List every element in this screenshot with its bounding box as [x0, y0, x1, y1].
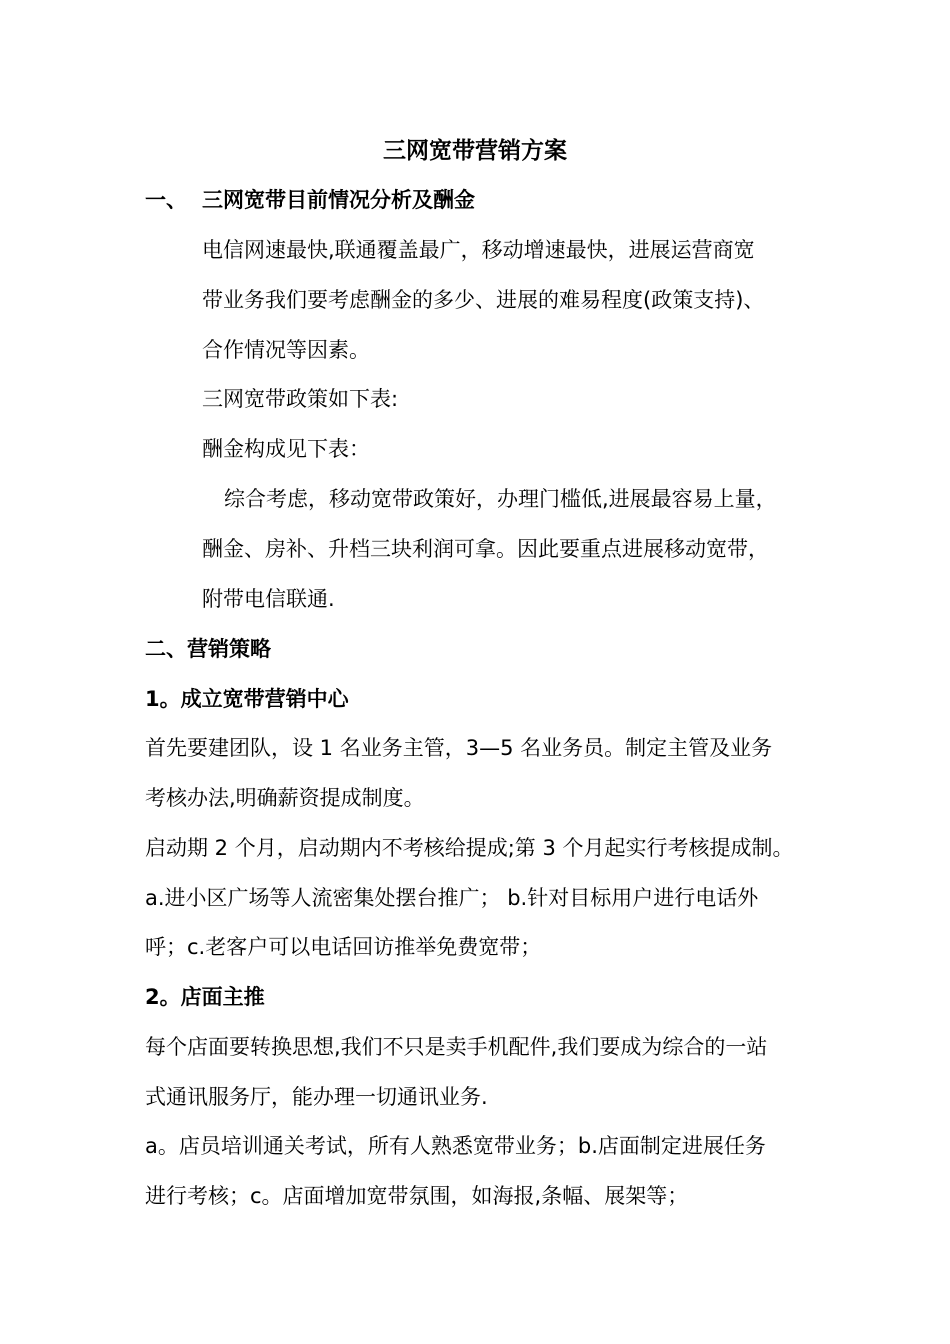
section1-para2-line: 酬金、房补、升档三块利润可拿。因此要重点进展移动宽带，: [202, 537, 769, 561]
section1-para2-line: 附带电信联通.: [202, 587, 335, 611]
section1-para2-line: 综合考虑，移动宽带政策好，办理门槛低,进展最容易上量，: [224, 487, 777, 511]
subsection1-line: a.进小区广场等人流密集处摆台推广； b.针对目标用户进行电话外: [145, 886, 759, 910]
subsection2-line: 每个店面要转换思想,我们不只是卖手机配件,我们要成为综合的一站: [145, 1035, 768, 1059]
subsection1-heading: 1。成立宽带营销中心: [145, 687, 349, 711]
subsection2-heading: 2。店面主推: [145, 985, 265, 1009]
section1-para1-line: 电信网速最快,联通覆盖最广，移动增速最快，进展运营商宽: [202, 238, 755, 262]
section2-heading: 二、营销策略: [145, 637, 271, 661]
subsection1-line: 呼；c.老客户可以电话回访推举免费宽带；: [145, 935, 542, 959]
subsection1-line: 首先要建团队，设 1 名业务主管，3—5 名业务员。制定主管及业务: [145, 736, 773, 760]
section1-heading: 三网宽带目前情况分析及酬金: [202, 188, 475, 212]
section1-number: 一、: [145, 188, 187, 212]
document-title: 三网宽带营销方案: [383, 138, 567, 164]
subsection1-line: 启动期 2 个月，启动期内不考核给提成;第 3 个月起实行考核提成制。: [145, 836, 794, 860]
section1-para1-line: 合作情况等因素。: [202, 338, 370, 362]
policy-table-note: 三网宽带政策如下表:: [202, 387, 399, 411]
subsection2-line: 进行考核；c。店面增加宽带氛围，如海报,条幅、展架等；: [145, 1184, 689, 1208]
subsection1-line: 考核办法,明确薪资提成制度。: [145, 786, 425, 810]
subsection2-line: a。店员培训通关考试，所有人熟悉宽带业务；b.店面制定进展任务: [145, 1134, 766, 1158]
subsection2-line: 式通讯服务厅，能办理一切通讯业务.: [145, 1085, 488, 1109]
section1-para1-line: 带业务我们要考虑酬金的多少、进展的难易程度(政策支持)、: [202, 288, 765, 312]
commission-table-note: 酬金构成见下表：: [202, 437, 370, 461]
